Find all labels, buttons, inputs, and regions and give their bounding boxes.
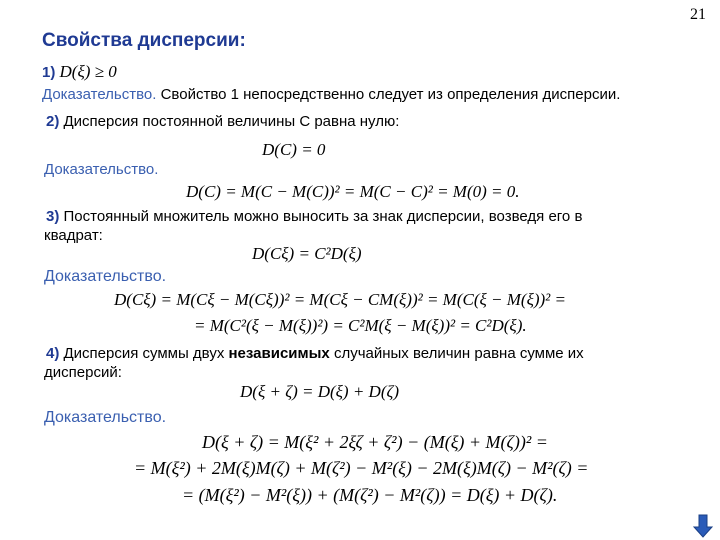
proof-line-1: D(Cξ) = M(Cξ − M(Cξ))² = M(Cξ − CM(ξ))² = M(C(ξ − M(ξ))² = <box>114 290 566 309</box>
proof-label: Доказательство. <box>44 161 159 178</box>
property-1 <box>42 62 117 82</box>
property-text: Дисперсия постоянной величины C равна нулю: <box>63 113 400 130</box>
proof-line-1: D(ξ + ζ) = M(ξ² + 2ξζ + ζ²) − (M(ξ) + M(ζ))² = <box>202 432 548 452</box>
proof-label: Доказательство. <box>44 268 167 285</box>
property-text: Постоянный множитель можно выносить за знак дисперсии, возведя его в <box>63 208 583 225</box>
property-text: случайных величин равна сумме их <box>333 345 584 362</box>
property-text: Дисперсия суммы двух <box>63 345 225 362</box>
property-3-line2: квадрат: <box>44 227 103 244</box>
proof-line-2: = M(ξ²) + 2M(ξ)M(ζ) + M(ζ²) − M²(ξ) − 2M(ξ)M(ζ) − M²(ζ) = <box>134 458 589 478</box>
property-4-line2: дисперсий: <box>44 364 122 381</box>
property-number: 2) <box>46 113 60 130</box>
formula: D(ξ + ζ) = D(ξ) + D(ζ) <box>240 382 400 401</box>
formula: D(C) = 0 <box>262 140 326 159</box>
formula: D(Cξ) = C²D(ξ) <box>252 244 362 263</box>
slide-title: Свойства дисперсии: <box>42 30 246 51</box>
proof-line-3: = (M(ξ²) − M²(ξ)) + (M(ζ²) − M²(ζ)) = D(ξ) + D(ζ). <box>182 485 558 505</box>
down-arrow-icon[interactable] <box>692 514 714 538</box>
property-text-bold: независимых <box>228 345 330 362</box>
property-4-proof-label <box>44 409 166 427</box>
property-3-proof-label <box>44 268 166 286</box>
proof-label: Доказательство. <box>42 86 157 103</box>
property-number: 3) <box>46 208 60 225</box>
property-2 <box>46 113 399 130</box>
page-number: 21 <box>690 6 706 23</box>
formula: D(ξ) ≥ 0 <box>59 62 117 81</box>
proof-line-2: = M(C²(ξ − M(ξ))²) = C²M(ξ − M(ξ))² = C²D(ξ). <box>194 316 527 335</box>
property-3 <box>46 208 582 225</box>
property-number: 1) <box>42 64 56 81</box>
property-1-proof <box>42 86 620 103</box>
proof-formula: D(C) = M(C − M(C))² = M(C − C)² = M(0) = 0. <box>186 182 520 201</box>
property-number: 4) <box>46 345 60 362</box>
proof-text: Свойство 1 непосредственно следует из определения дисперсии. <box>160 86 621 103</box>
proof-label: Доказательство. <box>44 409 167 426</box>
property-4 <box>46 345 584 362</box>
property-2-proof-label <box>44 161 158 179</box>
